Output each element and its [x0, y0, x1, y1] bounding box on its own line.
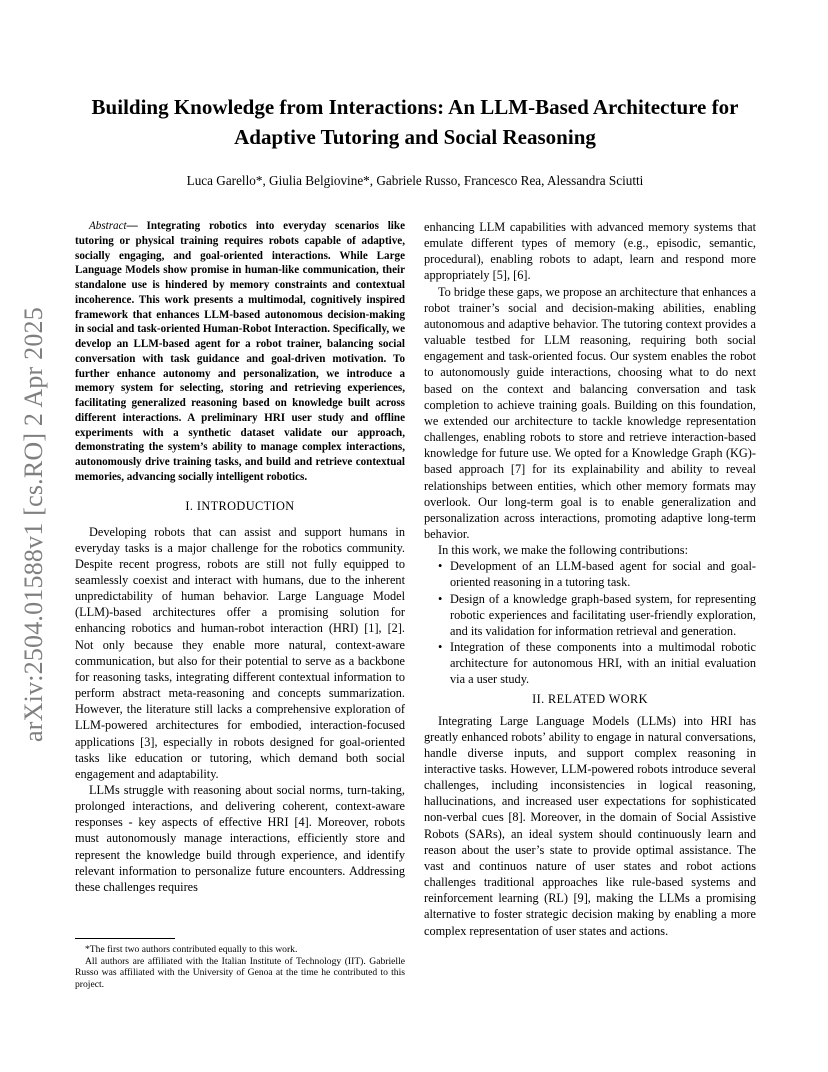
intro-paragraph-1: Developing robots that can assist and support humans in everyday tasks is a major challenge for the robotics community. Despite recent progress, robots are still not fully equipped to seamlessly coexist and interact with humans, due to the inherent unpredictability of human behavior. Large Language Model (LLM)-based architectures offer a promising solution for enhancing robotics and human-robot interaction (HRI) [1], [2]. Not only because they enable more natural, context-aware communication, but also for their potential to serve as a backbone for reasoning tasks, integrating different contextual information to perform abstract meta-reasoning and concepts summarization. However, the literature still lacks a comprehensive exploration of LLM-powered architectures for embodied, interaction-focused applications [3], especially in robots designed for goal-oriented tasks like education or tutoring, which demand both social engagement and adaptability. [75, 524, 405, 781]
footnote-equal-contribution: *The first two authors contributed equally to this work. [85, 944, 298, 955]
list-item: • Integration of these components into a multimodal robotic architecture for autonomous HRI, with an initial evaluation via a user study. [424, 639, 756, 687]
footnotes [75, 944, 405, 990]
right-paragraph-2: To bridge these gaps, we propose an architecture that enhances a robot trainer’s social and decision-making abilities, enabling autonomous and adaptive behavior. The tutoring context provides a valuable testbed for LLM reasoning, requiring both social engagement and task-oriented focus. Our system enables the robot to autonomously guide interactions, choosing what to do next based on the context and balancing conversation and task completion to achieve training goals. Building on this foundation, we extended our architecture to tackle knowledge representation challenges, enabling robots to store and retrieve interaction-based knowledge for future use. We opted for a Knowledge Graph (KG)-based approach [7] for its explainability and ability to reveal relationships between entities, which other memory formats may overlook. Our long-term goal is to enable generalization and personalization across interactions, promoting adaptive long-term behavior. [424, 284, 756, 541]
abstract-text: — Integrating robotics into everyday scenarios like tutoring or physical training requires robots capable of adaptive, socially engaging, and goal-oriented interactions. While Large Language Models show promise in human-like communication, their standalone use is hindered by memory constraints and contextual incoherence. This work presents a multimodal, cognitively inspired framework that enhances LLM-based autonomous decision-making in social and task-oriented Human-Robot Interaction. Specifically, we develop an LLM-based agent for a robot trainer, balancing social conversation with task guidance and goal-driven motivation. To further enhance autonomy and personalization, we introduce a memory system for selecting, storing and retrieving experiences, facilitating generalized reasoning based on knowledge built across different interactions. A preliminary HRI user study and offline experiments with a synthetic dataset validate our approach, demonstrating the system’s ability to manage complex interactions, autonomously drive training tasks, and build and retrieve contextual memories, advancing socially intelligent robotics. [75, 220, 405, 483]
footnote-divider [75, 938, 175, 939]
arxiv-identifier: arXiv:2504.01588v1 [cs.RO] 2 Apr 2025 [19, 307, 48, 743]
abstract-label: Abstract [89, 220, 127, 232]
author-list: Luca Garello*, Giulia Belgiovine*, Gabriele Russo, Francesco Rea, Alessandra Sciutti [186, 173, 644, 188]
right-column [424, 219, 756, 939]
list-item: • Design of a knowledge graph-based system, for representing robotic experiences and facilitating user-friendly exploration, and its validation for information retrieval and generation. [424, 591, 756, 639]
left-column [75, 219, 405, 895]
contribution-list [424, 558, 756, 687]
related-paragraph-1: Integrating Large Language Models (LLMs) into HRI has greatly enhanced robots’ ability to engage in natural conversations, handle diverse inputs, and support complex reasoning in interactive tasks. However, LLM-powered robots introduce several challenges, including inconsistencies in logical reasoning, hallucinations, and increased user expectations for sophisticated non-verbal cues [8]. Moreover, in the domain of Social Assistive Robots (SARs), an ideal system should continuously learn and reason about the user’s state to provide optimal assistance. The vast and continuos nature of user states and robot actions challenges traditional approaches like rule-based systems and reinforcement learning (RL) [9], making the LLMs a promising alternative to foster strategic decision making by enabling a more complex representation of user states and actions. [424, 713, 756, 938]
paper-title: Building Knowledge from Interactions: An LLM-Based Architecture for Adaptive Tutoring and Social Reasoning [91, 95, 739, 149]
intro-paragraph-2: LLMs struggle with reasoning about social norms, turn-taking, prolonged interactions, and delivering coherent, context-aware responses - key aspects of effective HRI [4]. Moreover, robots must autonomously manage interactions, efficiently store and represent the knowledge build through experience, and identify relevant information to personalize future encounters. Addressing these challenges requires [75, 783, 405, 894]
right-paragraph-1: enhancing LLM capabilities with advanced memory systems that emulate different types of memory (e.g., episodic, semantic, procedural), enabling robots to adapt, learn and respond more appropriately [5], [6]. [424, 220, 756, 283]
footnote-affiliation: All authors are affiliated with the Italian Institute of Technology (IIT). Gabrielle Russo was affiliated with the University of Genoa at the time he contributed to this project. [75, 955, 405, 990]
section-heading-related-work: II. RELATED WORK [532, 691, 648, 706]
list-item: • Development of an LLM-based agent for social and goal-oriented reasoning in a tutoring task. [424, 558, 756, 590]
section-heading-introduction: I. INTRODUCTION [185, 498, 295, 513]
abstract [75, 219, 405, 485]
right-paragraph-3: In this work, we make the following contributions: [438, 543, 688, 558]
